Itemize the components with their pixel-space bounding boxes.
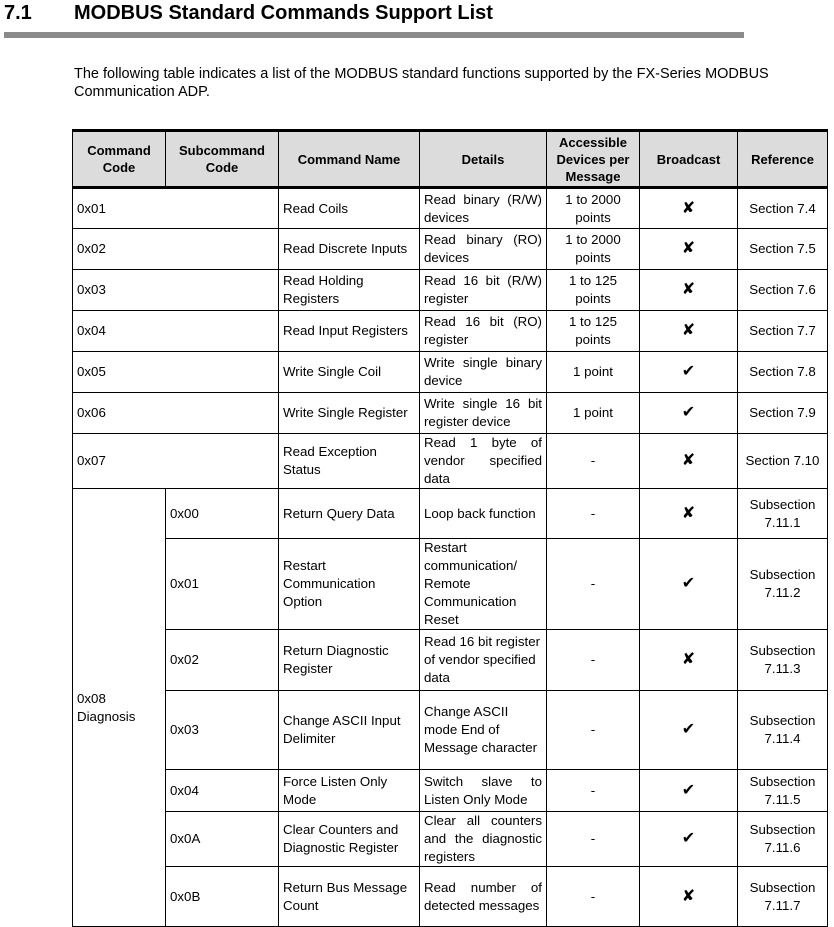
broadcast-check-icon: ✔ <box>640 812 738 867</box>
reference: Section 7.4 <box>738 188 828 229</box>
diagnosis-label: Diagnosis <box>77 708 136 724</box>
command-details: Read binary (RO) devices <box>420 229 547 270</box>
intro-paragraph <box>74 65 834 101</box>
table-row <box>73 270 828 311</box>
reference: Subsection 7.11.7 <box>738 867 828 927</box>
command-code: 0x06 <box>73 393 279 434</box>
command-code: 0x02 <box>73 229 279 270</box>
diagnosis-code: 0x08 <box>77 690 106 706</box>
accessible-devices: - <box>547 770 640 812</box>
header-details: Details <box>420 131 547 188</box>
table-row <box>73 188 828 229</box>
command-name: Restart Communication Option <box>279 539 420 630</box>
accessible-devices: 1 to 2000 points <box>547 229 640 270</box>
reference: Section 7.9 <box>738 393 828 434</box>
table-row <box>73 770 828 812</box>
table-row <box>73 434 828 489</box>
broadcast-cross-icon: ✘ <box>640 270 738 311</box>
table-row <box>73 691 828 770</box>
accessible-devices: - <box>547 630 640 691</box>
intro-line-1: The following table indicates a list of the MODBUS standard functions supported by the FX-Series MODBUS <box>74 66 769 82</box>
table-row <box>73 630 828 691</box>
command-code: 0x05 <box>73 352 279 393</box>
command-details: Read number of detected messages <box>420 867 547 927</box>
broadcast-check-icon: ✔ <box>640 691 738 770</box>
command-name: Read Coils <box>279 188 420 229</box>
table-row <box>73 812 828 867</box>
command-code: 0x04 <box>73 311 279 352</box>
command-details: Write single binary device <box>420 352 547 393</box>
accessible-devices: - <box>547 539 640 630</box>
command-name: Return Bus Message Count <box>279 867 420 927</box>
accessible-devices: 1 to 2000 points <box>547 188 640 229</box>
command-details: Restart communication/ Remote Communication Reset <box>420 539 547 630</box>
reference: Subsection 7.11.4 <box>738 691 828 770</box>
command-details: Loop back function <box>420 489 547 539</box>
header-accessible-devices: Accessible Devices per Message <box>547 131 640 188</box>
command-details: Read binary (R/W) devices <box>420 188 547 229</box>
broadcast-cross-icon: ✘ <box>640 434 738 489</box>
broadcast-check-icon: ✔ <box>640 770 738 812</box>
broadcast-cross-icon: ✘ <box>640 489 738 539</box>
subcommand-code: 0x00 <box>166 489 279 539</box>
command-details: Read 1 byte of vendor specified data <box>420 434 547 489</box>
broadcast-cross-icon: ✘ <box>640 630 738 691</box>
reference: Subsection 7.11.2 <box>738 539 828 630</box>
command-name: Change ASCII Input Delimiter <box>279 691 420 770</box>
diagnosis-command-code <box>73 489 166 927</box>
broadcast-cross-icon: ✘ <box>640 311 738 352</box>
subcommand-code: 0x03 <box>166 691 279 770</box>
command-code: 0x07 <box>73 434 279 489</box>
command-details: Read 16 bit (R/W) register <box>420 270 547 311</box>
broadcast-check-icon: ✔ <box>640 393 738 434</box>
subcommand-code: 0x0B <box>166 867 279 927</box>
subcommand-code: 0x04 <box>166 770 279 812</box>
reference: Subsection 7.11.5 <box>738 770 828 812</box>
header-command-code: Command Code <box>73 131 166 188</box>
reference: Section 7.6 <box>738 270 828 311</box>
reference: Subsection 7.11.6 <box>738 812 828 867</box>
header-command-name: Command Name <box>279 131 420 188</box>
intro-line-2: Communication ADP. <box>74 84 210 100</box>
accessible-devices: - <box>547 489 640 539</box>
broadcast-check-icon: ✔ <box>640 539 738 630</box>
command-name: Read Exception Status <box>279 434 420 489</box>
table-row <box>73 311 828 352</box>
section-number: 7.1 <box>4 2 32 24</box>
accessible-devices: 1 point <box>547 393 640 434</box>
reference: Section 7.8 <box>738 352 828 393</box>
accessible-devices: - <box>547 434 640 489</box>
command-details: Read 16 bit register of vendor specified data <box>420 630 547 691</box>
accessible-devices: - <box>547 691 640 770</box>
table-row <box>73 352 828 393</box>
subcommand-code: 0x02 <box>166 630 279 691</box>
section-title: MODBUS Standard Commands Support List <box>74 2 493 24</box>
command-code: 0x03 <box>73 270 279 311</box>
accessible-devices: - <box>547 812 640 867</box>
header-subcommand-code: Subcommand Code <box>166 131 279 188</box>
reference: Section 7.5 <box>738 229 828 270</box>
table-row <box>73 867 828 927</box>
command-details: Write single 16 bit register device <box>420 393 547 434</box>
section-rule <box>4 32 744 38</box>
table-row <box>73 489 828 539</box>
command-details: Switch slave to Listen Only Mode <box>420 770 547 812</box>
accessible-devices: 1 point <box>547 352 640 393</box>
table-row <box>73 229 828 270</box>
command-name: Read Discrete Inputs <box>279 229 420 270</box>
accessible-devices: 1 to 125 points <box>547 311 640 352</box>
command-name: Read Input Registers <box>279 311 420 352</box>
broadcast-cross-icon: ✘ <box>640 229 738 270</box>
subcommand-code: 0x0A <box>166 812 279 867</box>
reference: Subsection 7.11.3 <box>738 630 828 691</box>
header-reference: Reference <box>738 131 828 188</box>
command-name: Write Single Register <box>279 393 420 434</box>
header-broadcast: Broadcast <box>640 131 738 188</box>
section-header <box>0 0 834 40</box>
reference: Section 7.10 <box>738 434 828 489</box>
reference: Subsection 7.11.1 <box>738 489 828 539</box>
command-name: Write Single Coil <box>279 352 420 393</box>
command-details: Clear all counters and the diagnostic registers <box>420 812 547 867</box>
subcommand-code: 0x01 <box>166 539 279 630</box>
accessible-devices: 1 to 125 points <box>547 270 640 311</box>
command-name: Clear Counters and Diagnostic Register <box>279 812 420 867</box>
table-row <box>73 539 828 630</box>
modbus-commands-table <box>72 129 828 927</box>
reference: Section 7.7 <box>738 311 828 352</box>
command-code: 0x01 <box>73 188 279 229</box>
command-name: Return Diagnostic Register <box>279 630 420 691</box>
table-row <box>73 393 828 434</box>
accessible-devices: - <box>547 867 640 927</box>
broadcast-cross-icon: ✘ <box>640 188 738 229</box>
table-header-row <box>73 131 828 188</box>
command-name: Force Listen Only Mode <box>279 770 420 812</box>
command-details: Read 16 bit (RO) register <box>420 311 547 352</box>
command-name: Return Query Data <box>279 489 420 539</box>
broadcast-cross-icon: ✘ <box>640 867 738 927</box>
command-name: Read Holding Registers <box>279 270 420 311</box>
broadcast-check-icon: ✔ <box>640 352 738 393</box>
command-details: Change ASCII mode End of Message character <box>420 691 547 770</box>
